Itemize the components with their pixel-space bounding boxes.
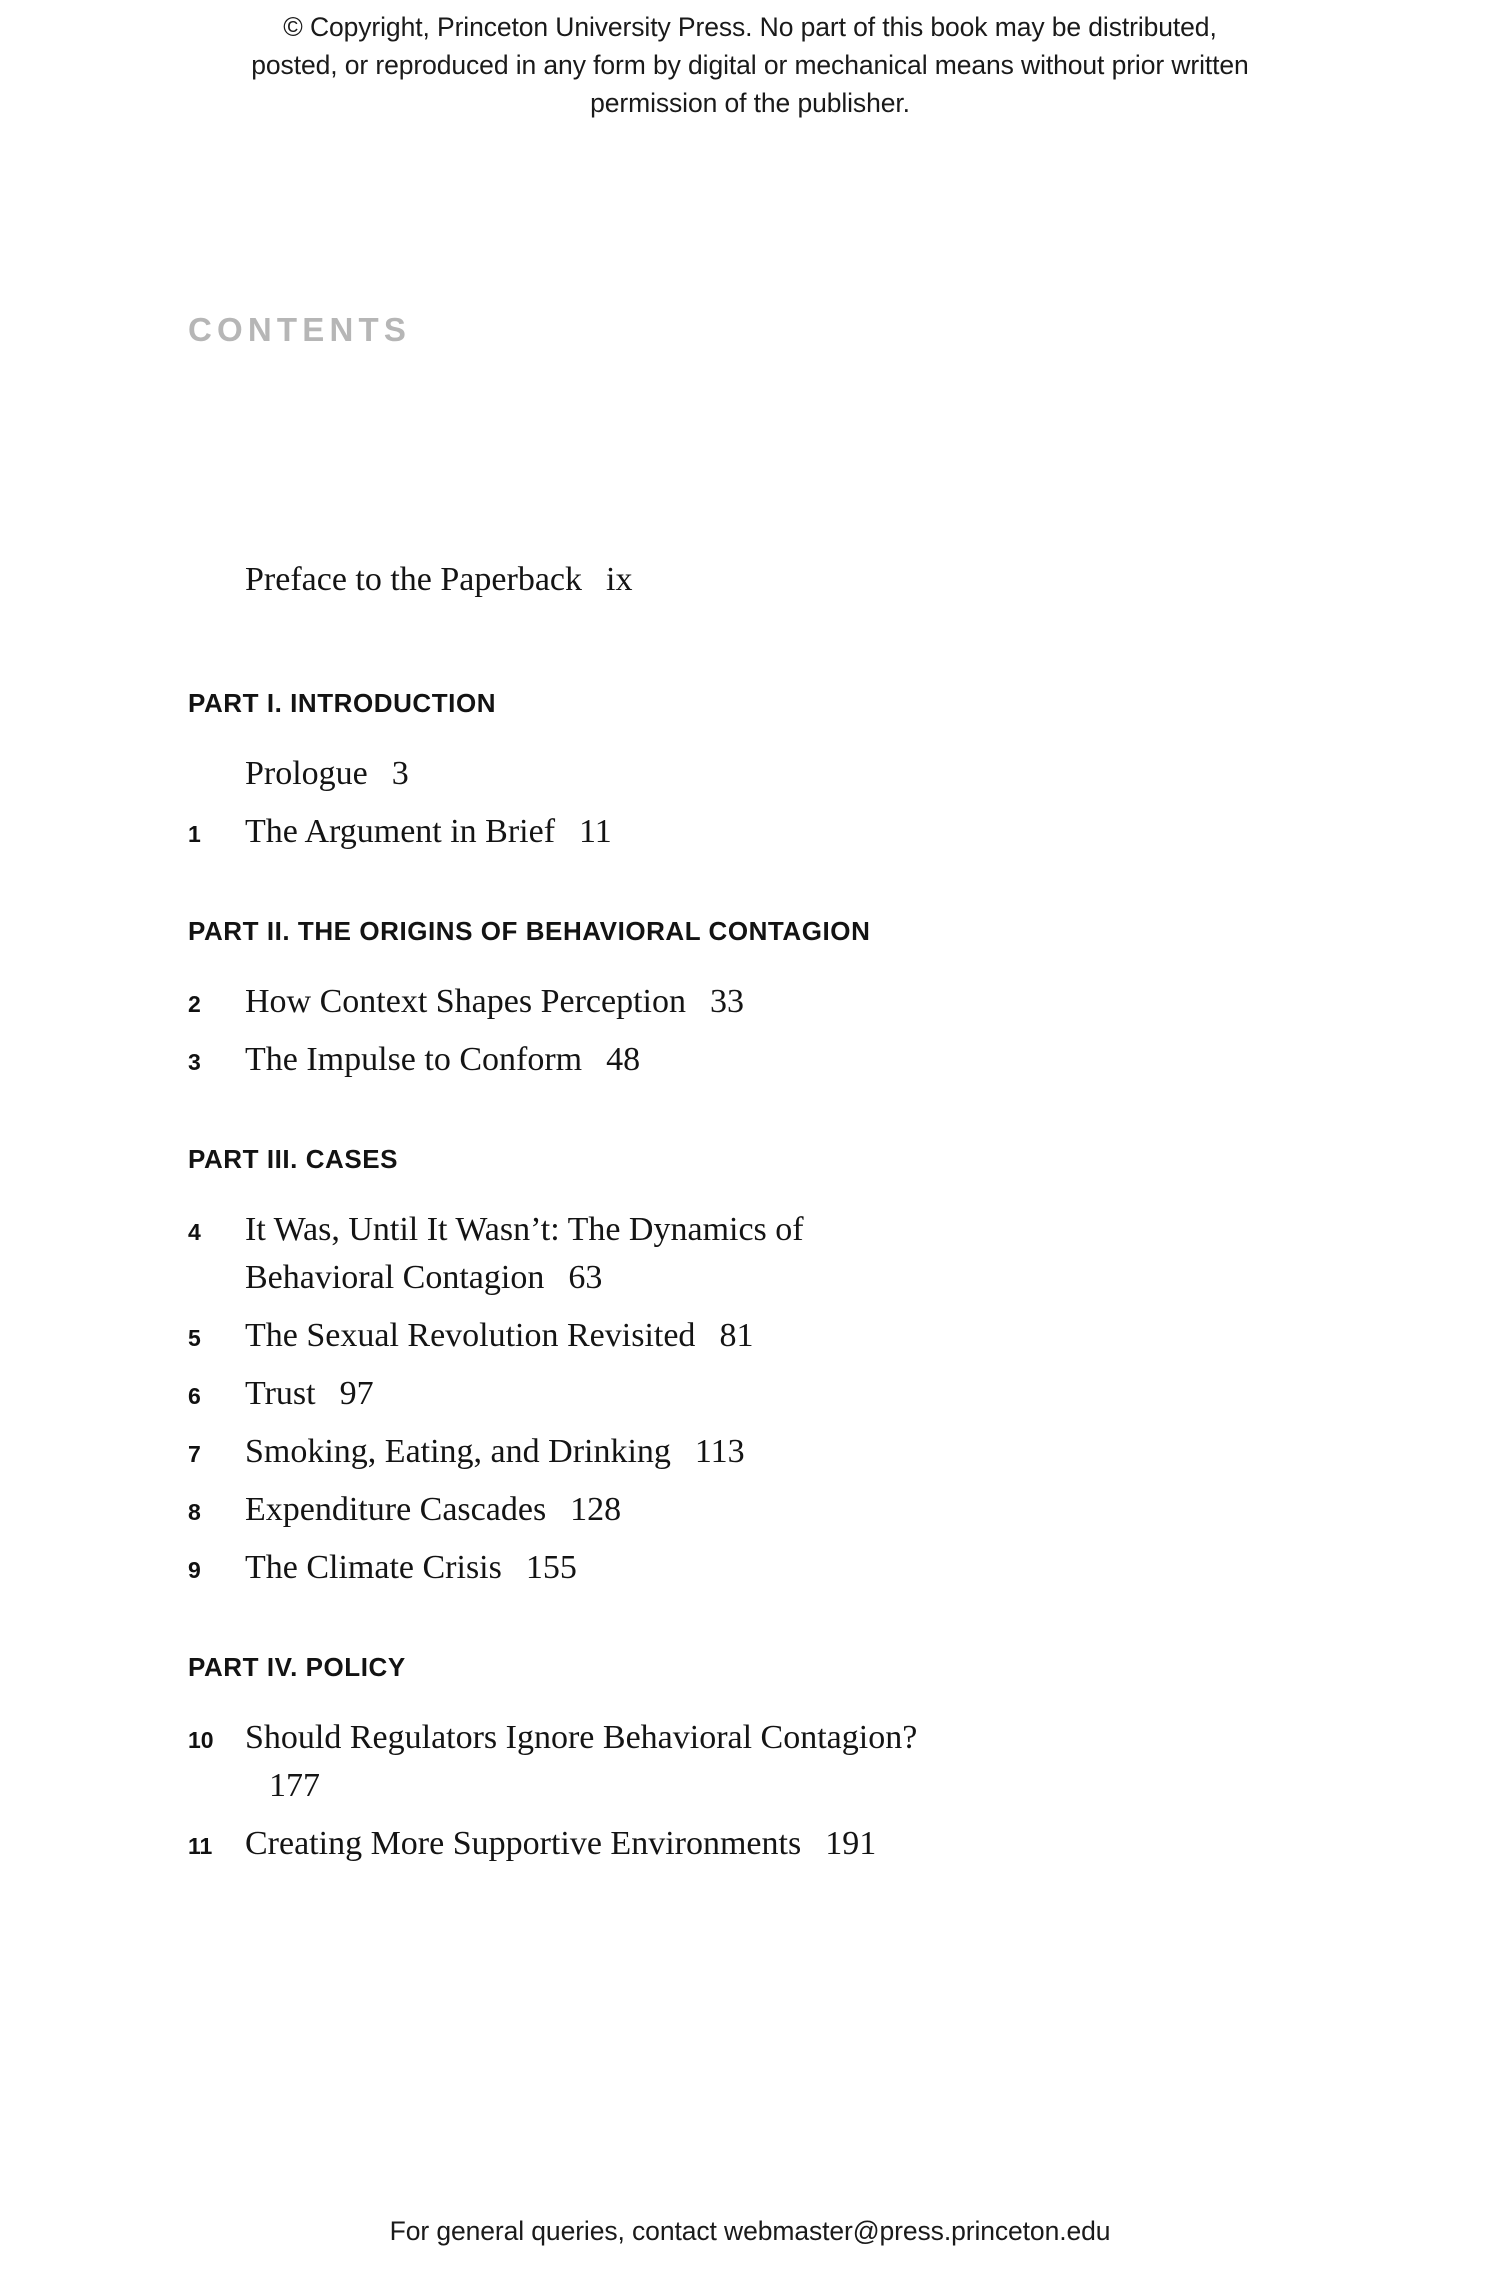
spacer <box>0 1302 1500 1312</box>
spacer <box>0 1592 1500 1654</box>
spacer <box>0 1026 1500 1036</box>
toc-entry-page-number: 97 <box>339 1375 374 1412</box>
toc-chapter-entry[interactable] <box>0 750 1500 798</box>
toc-chapter-entry[interactable] <box>0 1370 1500 1418</box>
toc-part-heading: PART III. CASES <box>188 1144 399 1174</box>
toc-chapter-number: 1 <box>188 821 201 847</box>
toc-entry-text <box>245 978 945 1026</box>
spacer <box>0 944 1500 978</box>
toc-chapter-entry[interactable] <box>0 1486 1500 1534</box>
toc-entry-text <box>245 1544 945 1592</box>
toc-chapter-number: 8 <box>188 1499 201 1525</box>
toc-entry-page-number: 3 <box>391 755 409 792</box>
spacer <box>0 1476 1500 1486</box>
spacer <box>0 1810 1500 1820</box>
toc-entry-page-number: 63 <box>568 1259 603 1296</box>
toc-chapter-entry[interactable] <box>0 1312 1500 1360</box>
toc-entry-title: How Context Shapes Perception <box>245 983 686 1020</box>
toc-entry-text <box>245 1370 945 1418</box>
toc-entry-text <box>245 1312 945 1360</box>
spacer <box>0 1680 1500 1714</box>
toc-entry-page-number: 191 <box>825 1825 877 1862</box>
spacer <box>0 1084 1500 1146</box>
toc-chapter-number: 2 <box>188 991 201 1017</box>
toc-entry-title: It Was, Until It Wasn’t: The Dynamics of Behavioral Contagion <box>245 1211 804 1296</box>
toc-entry-title: The Sexual Revolution Revisited <box>245 1317 696 1354</box>
toc-part-heading: PART IV. POLICY <box>188 1652 406 1682</box>
toc-entry-title: Expenditure Cascades <box>245 1491 547 1528</box>
toc-chapter-number: 5 <box>188 1325 201 1351</box>
toc-entry-title: The Impulse to Conform <box>245 1041 583 1078</box>
toc-chapter-entry[interactable] <box>0 1036 1500 1084</box>
spacer <box>0 856 1500 918</box>
toc-entry-title: Trust <box>245 1375 316 1412</box>
toc-entry-text <box>245 750 945 798</box>
toc-entry-page-number: 81 <box>719 1317 754 1354</box>
page-title: CONTENTS <box>188 311 412 348</box>
toc-entry-title: The Climate Crisis <box>245 1549 502 1586</box>
table-of-contents <box>0 556 1500 1868</box>
toc-entry-title: Creating More Supportive Environments <box>245 1825 802 1862</box>
toc-frontmatter-entry[interactable] <box>0 556 1500 604</box>
copyright-notice: © Copyright, Princeton University Press. No part of this book may be distributed, posted, or reproduced in any form by digital or mechanical means without prior written permission of the publisher. <box>251 12 1249 118</box>
toc-chapter-number: 7 <box>188 1441 201 1467</box>
spacer <box>0 1172 1500 1206</box>
spacer <box>0 1534 1500 1544</box>
spacer <box>0 798 1500 808</box>
toc-entry-title: Preface to the Paperback <box>245 561 582 598</box>
toc-entry-page-number: 177 <box>269 1767 320 1804</box>
toc-entry-text <box>245 1820 945 1868</box>
toc-entry-page-number: 128 <box>570 1491 622 1528</box>
toc-chapter-number: 6 <box>188 1383 201 1409</box>
toc-entry-text <box>245 1428 945 1476</box>
toc-entry-page-number: 33 <box>710 983 744 1020</box>
toc-chapter-number: 4 <box>188 1219 201 1245</box>
toc-entry-title: The Argument in Brief <box>245 813 556 850</box>
spacer <box>0 604 1500 690</box>
toc-chapter-entry[interactable] <box>0 808 1500 856</box>
toc-chapter-entry[interactable] <box>0 1428 1500 1476</box>
spacer <box>0 716 1500 750</box>
toc-entry-title: Should Regulators Ignore Behavioral Contagion? <box>245 1719 918 1756</box>
toc-chapter-entry[interactable] <box>0 1820 1500 1868</box>
toc-entry-text <box>245 1036 945 1084</box>
toc-entry-page-number: 48 <box>606 1041 641 1078</box>
toc-entry-text <box>245 1206 945 1302</box>
toc-entry-title: Prologue <box>245 755 368 792</box>
toc-part-heading: PART I. INTRODUCTION <box>188 688 497 718</box>
toc-entry-page-number: 155 <box>525 1549 577 1586</box>
toc-chapter-entry[interactable] <box>0 1206 1500 1302</box>
toc-chapter-number: 9 <box>188 1557 201 1583</box>
toc-part-heading: PART II. THE ORIGINS OF BEHAVIORAL CONTAGION <box>188 916 871 946</box>
spacer <box>0 1418 1500 1428</box>
toc-entry-page-number: 113 <box>694 1433 745 1470</box>
toc-entry-text <box>245 1714 945 1810</box>
toc-chapter-entry[interactable] <box>0 1544 1500 1592</box>
toc-chapter-number: 3 <box>188 1049 201 1075</box>
toc-entry-page-number: ix <box>606 561 633 598</box>
footer-note: For general queries, contact webmaster@press.princeton.edu <box>389 2216 1111 2246</box>
toc-chapter-entry[interactable] <box>0 978 1500 1026</box>
toc-entry-page-number: 11 <box>579 813 612 850</box>
toc-entry-text <box>245 1486 945 1534</box>
spacer <box>0 1360 1500 1370</box>
toc-entry-text <box>245 556 945 604</box>
toc-chapter-entry[interactable] <box>0 1714 1500 1810</box>
toc-chapter-number: 10 <box>188 1727 214 1753</box>
toc-entry-title: Smoking, Eating, and Drinking <box>245 1433 671 1470</box>
toc-entry-text <box>245 808 945 856</box>
toc-chapter-number: 11 <box>188 1833 213 1859</box>
